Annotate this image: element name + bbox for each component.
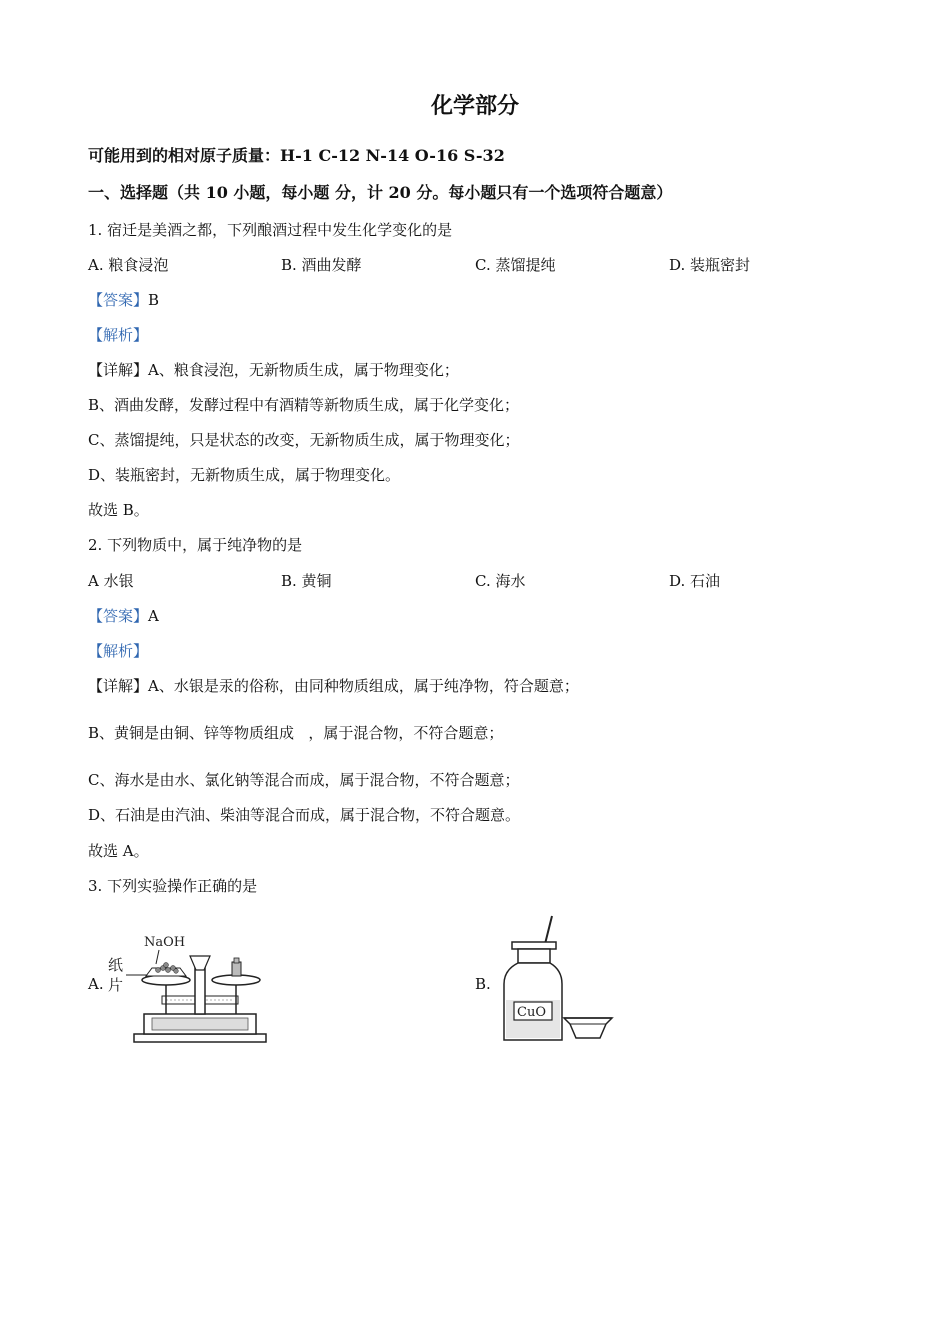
question-2-stem: 2. 下列物质中，属于纯净物的是 [88, 536, 303, 554]
paper-label-1: 纸 [108, 956, 124, 974]
q1-analysis-tag: 【解析】 [88, 326, 149, 344]
page-title: 化学部分 [430, 93, 519, 119]
answer-tag: 【答案】 [88, 607, 149, 625]
answer-value: B [148, 291, 160, 309]
q2-option-c: C. 海水 [475, 572, 526, 590]
section-heading: 一、选择题（共 10 小题，每小题 分，计 20 分。每小题只有一个选项符合题意） [88, 183, 673, 202]
q1-detail-line: 【详解】A、粮食浸泡，无新物质生成，属于物理变化； [88, 361, 459, 379]
q1-option-a: A. 粮食浸泡 [88, 256, 169, 274]
q1-detail-line: C、蒸馏提纯，只是状态的改变，无新物质生成，属于物理变化； [88, 431, 520, 449]
q1-detail-line: D、装瓶密封，无新物质生成，属于物理变化。 [88, 466, 401, 484]
q3-option-a-label: A. [88, 975, 104, 993]
q1-answer-line [88, 290, 159, 310]
q2-option-a: A 水银 [88, 572, 134, 590]
answer-tag: 【答案】 [88, 291, 149, 309]
q2-option-b: B. 黄铜 [281, 572, 332, 590]
q2-conclusion: 故选 A。 [88, 842, 149, 860]
q3-option-b-label: B. [475, 975, 491, 993]
q2-detail-line: C、海水是由水、氯化钠等混合而成，属于混合物，不符合题意； [88, 771, 520, 789]
q1-detail-line: B、酒曲发酵，发酵过程中有酒精等新物质生成，属于化学变化； [88, 396, 520, 414]
balance-figure [104, 930, 274, 1046]
question-3-stem: 3. 下列实验操作正确的是 [88, 877, 258, 895]
question-1-stem: 1. 宿迁是美酒之都，下列酿酒过程中发生化学变化的是 [88, 221, 453, 239]
q2-detail-line: D、石油是由汽油、柴油等混合而成，属于混合物，不符合题意。 [88, 806, 521, 824]
naoh-label: NaOH [144, 935, 186, 950]
q2-detail-line: B、黄铜是由铜、锌等物质组成 ，属于混合物，不符合题意； [88, 724, 504, 742]
atomic-masses-line: 可能用到的相对原子质量：H-1 C-12 N-14 O-16 S-32 [88, 146, 505, 165]
q2-option-d: D. 石油 [669, 572, 721, 590]
q2-detail-line: 【详解】A、水银是汞的俗称，由同种物质组成，属于纯净物，符合题意； [88, 677, 579, 695]
reagent-bottle-figure [496, 912, 616, 1046]
q1-conclusion: 故选 B。 [88, 501, 149, 519]
q2-analysis-tag: 【解析】 [88, 642, 149, 660]
cuo-label: CuO [517, 1005, 546, 1020]
answer-value: A [148, 607, 159, 625]
q2-answer-line [88, 606, 159, 626]
q1-option-b: B. 酒曲发酵 [281, 256, 362, 274]
q1-option-d: D. 装瓶密封 [669, 256, 751, 274]
q1-option-c: C. 蒸馏提纯 [475, 256, 556, 274]
paper-label-2: 片 [108, 976, 124, 994]
